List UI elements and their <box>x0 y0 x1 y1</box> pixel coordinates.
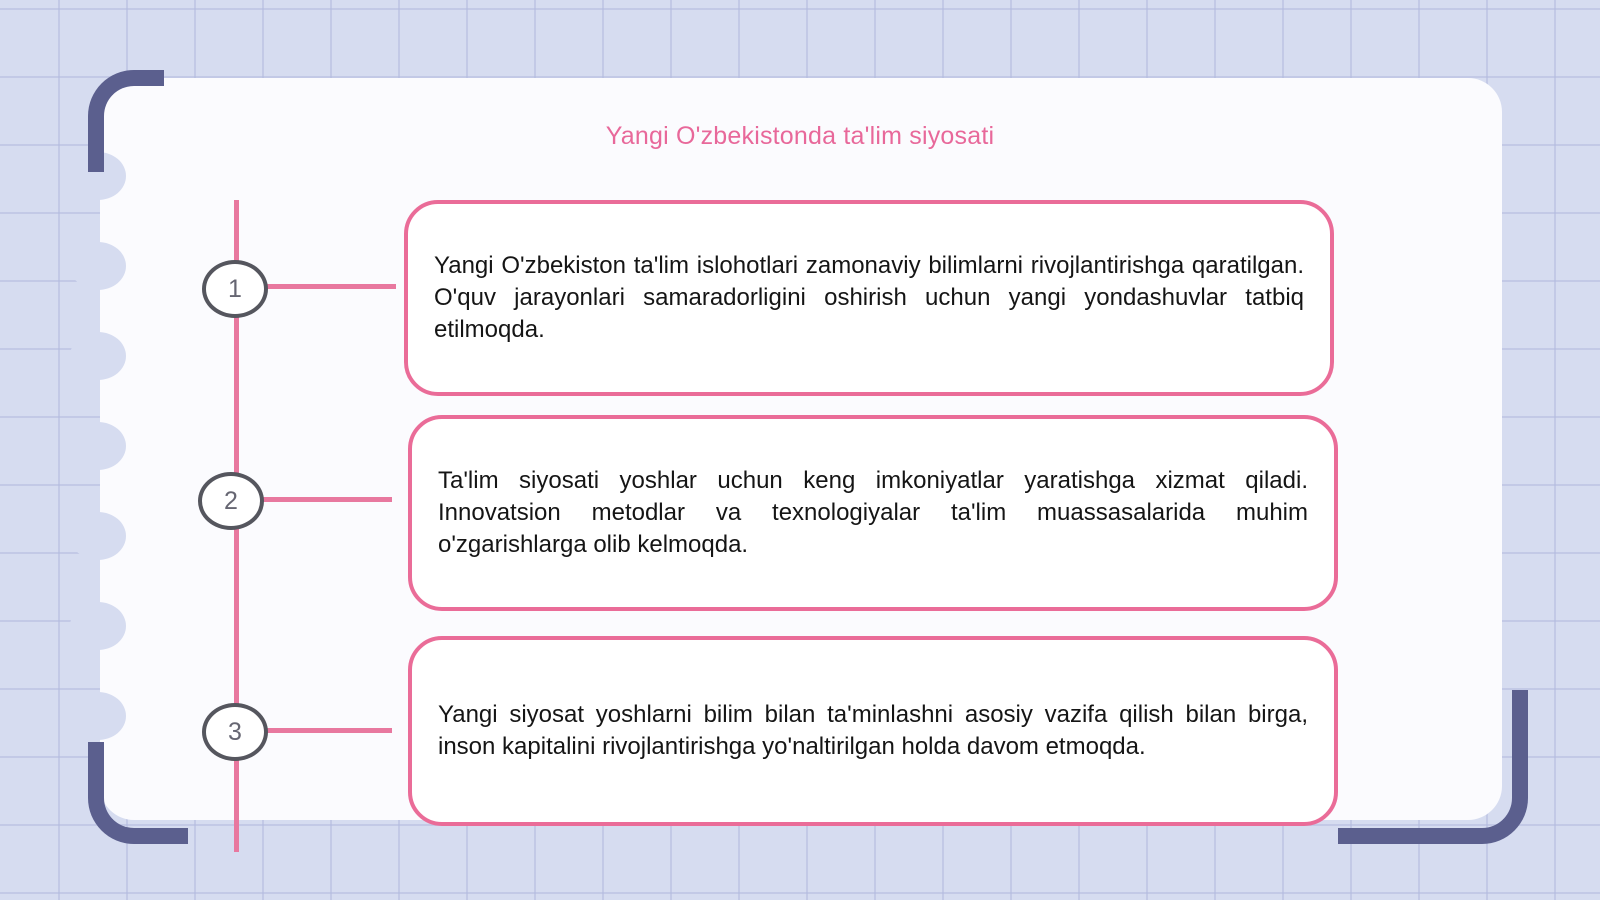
timeline-card-2 <box>408 415 1338 611</box>
timeline-card-text: Ta'lim siyosati yoshlar uchun keng imkoniyatlar yaratishga xizmat qiladi. Innovatsion metodlar va texnologiyalar ta'lim muassasalarida muhim o'zgarishlarga olib kelmoqda. <box>438 467 1308 558</box>
slide-title: Yangi O'zbekistonda ta'lim siyosati <box>605 122 995 150</box>
timeline-card-text: Yangi O'zbekiston ta'lim islohotlari zamonaviy bilimlarni rivojlantirishga qaratilgan. O'quv jarayonlari samaradorligini oshirish uchun yangi yondashuvlar tatbiq etilmoqda. <box>434 252 1304 343</box>
corner-bracket-top-left <box>88 70 164 172</box>
notch-decoration <box>70 242 126 290</box>
corner-bracket-bottom-left <box>88 742 188 844</box>
notch-decoration <box>70 332 126 380</box>
notch-decoration <box>70 692 126 740</box>
notch-decoration <box>70 602 126 650</box>
timeline-card-text: Yangi siyosat yoshlarni bilim bilan ta'minlashni asosiy vazifa qilish bilan birga, inson kapitalini rivojlantirishga yo'naltirilgan holda davom etmoqda. <box>438 701 1308 760</box>
timeline-card-1 <box>404 200 1334 396</box>
timeline-connector-2 <box>262 497 392 502</box>
timeline-connector-1 <box>266 284 396 289</box>
step-number-3: 3 <box>202 703 268 761</box>
timeline-connector-3 <box>266 728 392 733</box>
step-number-1: 1 <box>202 260 268 318</box>
notch-decoration <box>70 512 126 560</box>
corner-bracket-bottom-right <box>1338 690 1528 844</box>
timeline-card-3 <box>408 636 1338 826</box>
notch-decoration <box>70 422 126 470</box>
step-number-2: 2 <box>198 472 264 530</box>
